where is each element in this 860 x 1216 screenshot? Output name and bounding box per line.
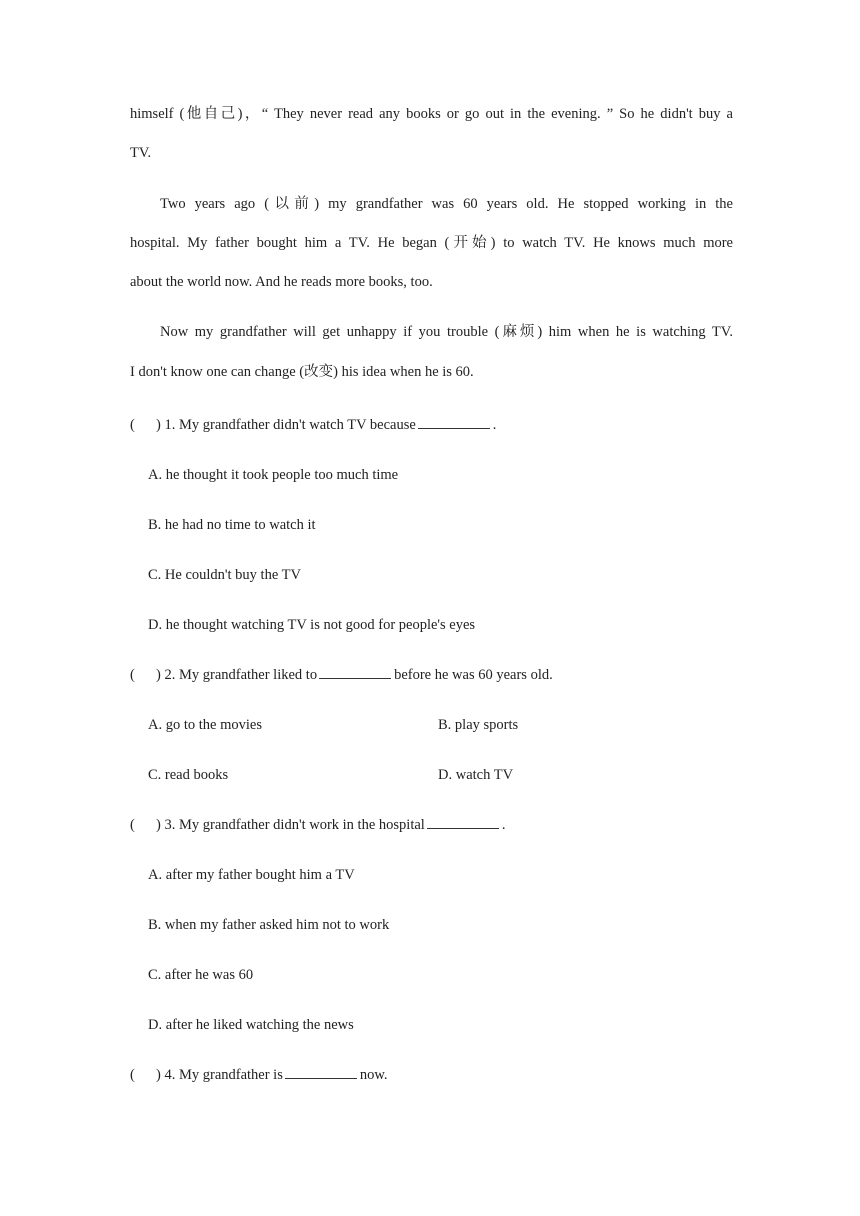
question-3-option-a: A. after my father bought him a TV [148,867,355,883]
passage-paragraph-1-line-2: TV. [130,145,152,161]
question-1-option-c: C. He couldn't buy the TV [148,567,301,583]
answer-paren-close: ) [156,817,161,833]
question-2-option-d: D. watch TV [438,767,514,783]
question-4-text-end: now. [359,1067,388,1083]
question-4-stem [130,1065,388,1085]
answer-paren-open: ( [130,667,135,683]
answer-paren-open: ( [130,817,135,833]
question-1-text-end: . [492,417,497,433]
question-3-text: 3. My grandfather didn't work in the hospital [164,817,425,833]
question-1-option-a: A. he thought it took people too much time [148,467,399,483]
passage-paragraph-2-line-2: hospital. My father bought him a TV. He began (开始) to watch TV. He knows much more [130,235,733,251]
answer-blank [285,1067,357,1079]
question-3-text-end: . [501,817,506,833]
question-2-option-b: B. play sports [438,717,519,733]
question-2-option-c: C. read books [148,767,229,783]
answer-blank [418,417,490,429]
question-3-option-c: C. after he was 60 [148,967,254,983]
question-3-option-b: B. when my father asked him not to work [148,917,390,933]
question-3-option-d: D. after he liked watching the news [148,1017,354,1033]
answer-paren-close: ) [156,1067,161,1083]
answer-paren-open: ( [130,417,135,433]
passage-paragraph-2-line-3: about the world now. And he reads more books, too. [130,274,433,290]
question-2-stem [130,665,553,685]
question-1-stem [130,415,496,435]
question-2-text-end: before he was 60 years old. [394,667,553,683]
question-1-option-d: D. he thought watching TV is not good for people's eyes [148,617,476,633]
question-1-option-b: B. he had no time to watch it [148,517,316,533]
answer-blank [319,667,391,679]
passage-paragraph-3-line-2: I don't know one can change (改变) his idea when he is 60. [130,364,474,380]
question-3-stem [130,815,505,835]
answer-paren-close: ) [156,417,161,433]
passage-paragraph-3-line-1: Now my grandfather will get unhappy if you trouble (麻烦) him when he is watching TV. [160,324,733,340]
question-4-text: 4. My grandfather is [164,1067,283,1083]
answer-paren-close: ) [156,667,161,683]
question-2-option-a: A. go to the movies [148,717,262,733]
answer-blank [427,817,499,829]
passage-paragraph-1-line-1: himself (他自己)，“ They never read any books or go out in the evening. ” So he didn't buy a [130,106,733,122]
passage-paragraph-2-line-1: Two years ago (以前) my grandfather was 60 years old. He stopped working in the [160,196,733,212]
answer-paren-open: ( [130,1067,135,1083]
question-2-text: 2. My grandfather liked to [164,667,318,683]
question-1-text: 1. My grandfather didn't watch TV because [164,417,416,433]
